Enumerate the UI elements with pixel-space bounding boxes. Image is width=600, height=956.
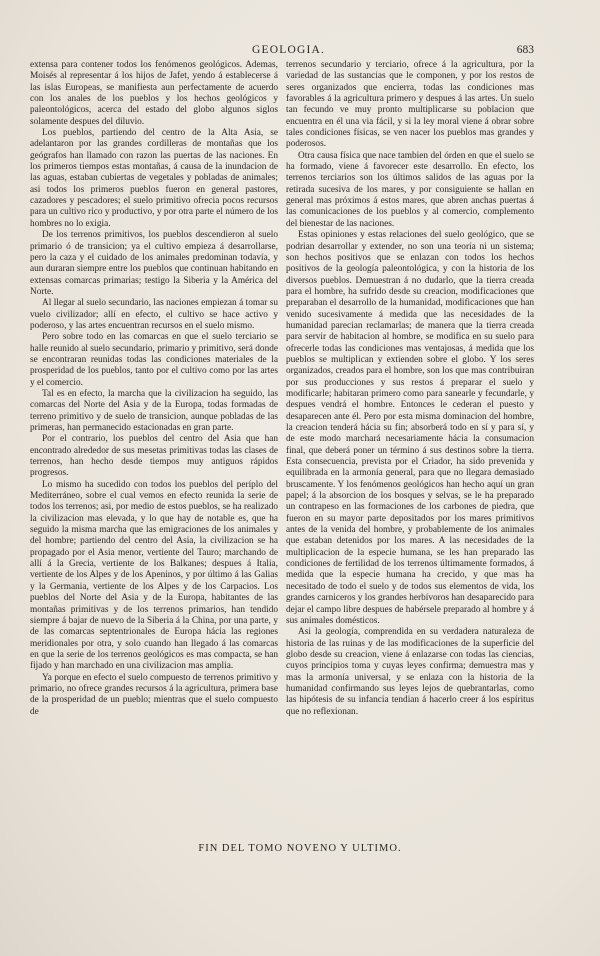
paragraph: Por el contrario, los pueblos del centro del Asia que han encontrado alrededor de sus mesetas primitivas todas las clases de terrenos, han hecho desde tiempos muy antiguos rápidos progresos. [30,434,278,479]
right-column [286,60,534,718]
paragraph: Otra causa física que nace tambien del órden en que el suelo se ha formado, viene á favorecer este desarrollo. En efecto, los terrenos terciarios son los últimos salidos de las aguas por la retirada sucesiva de los mares, y por consiguiente se hallan en general mas próximos á estos mares, que abren anchas puertas á las comunicaciones de los pueblos y al comercio, complemento del bienestar de las naciones. [286,150,534,229]
paragraph: terrenos secundario y terciario, ofrece á la agricultura, por la variedad de las sustancias que le componen, y por los restos de seres organizados que encierra, todas las condiciones mas favorables á la agricultura primero y despues á las artes. Un suelo tan fecundo ve muy pronto multiplicarse su poblacion que encuentra en él una via fácil, y si la ley moral viene á obrar sobre tales condiciones físicas, se ven nacer los pueblos mas grandes y poderosos. [286,60,534,150]
paragraph: extensa para contener todos los fenómenos geológicos. Ademas, Moisés al representar á los hijos de Jafet, yendo á establecerse á las islas Europeas, se manifiesta aun perfectamente de acuerdo con los anales de los pueblos y los hechos geológicos y paleontológicos, acerca del estado del globo algunos siglos solamente despues del diluvio. [30,60,278,127]
running-title: GEOLOGIA. [252,44,326,56]
page-number: 683 [516,44,534,56]
paragraph: Los pueblos, partiendo del centro de la Alta Asia, se adelantaron por las grandes cordilleras de montañas que los geógrafos han llamado con razon las puertas de las naciones. En los primeros tiempos estas montañas, á causa de la inundacion de las aguas, estaban cubiertas de vegetales y pobladas de animales; asi todos los primeros pueblos fueron en general pastores, cazadores y pescadores; el suelo primitivo ofrecia pocos recursos para un cultivo rico y productivo, y por otra parte el número de los hombres no lo exigia. [30,128,278,229]
left-column [30,60,278,718]
end-of-volume-note: FIN DEL TOMO NOVENO Y ULTIMO. [198,843,402,854]
paragraph: Ya porque en efecto el suelo compuesto de terrenos primitivo y primario, no ofrece grandes recursos á la agricultura, primera base de la prosperidad de un pueblo; mientras que el suelo compuesto de [30,672,278,717]
paragraph: De los terrenos primitivos, los pueblos descendieron al suelo primario ó de transicion; ya el cultivo empieza á desarrollarse, pero la caza y el cuidado de los animales predominan todavía, y aun duraran siempre entre los pueblos que continuan habitando en extensas comarcas primarias; testigo la Siberia y la América del Norte. [30,230,278,297]
paragraph: Estas opiniones y estas relaciones del suelo geológico, que se podrian desarrollar y extender, no son una teoría ni un sistema; son hechos positivos que se enlazan con todos los hechos positivos de la geología paleontológica, y con la historia de los diversos pueblos. Demuestran á no dudarlo, que la tierra creada para el hombre, ha sufrido desde su creacion, modificaciones que preparaban el desarrollo de la humanidad, modificaciones que han venido sucesivamente á medida que las necesidades de la humanidad parecian reclamarlas; de manera que la tierra creada para servir de habitacion al hombre, se modifica en su suelo para ofrecerle todas las condiciones mas ventajosas, á medida que los pueblos se multiplican y extienden sobre el globo. Y los seres organizados, creados para el hombre, son los que mas contribuiran por sus producciones y sus restos á preparar el suelo y modificarle; habitaran primero como para sanearle y fecundarle, y despues vendrá el hombre. Entonces le cederan el puesto y desaparecen ante él. Pero por esta misma dominacion del hombre, la creacion tenderá hácia su fin; absorberá todo en sí y para sí, y de este modo marchará necesariamente hácia la consumacion final, que deberá poner un término á sus destinos sobre la tierra. Esta consecuencia, prevista por el Criador, ha sido prevenida y equilibrada en la armonía general, para que no llegara demasiado bruscamente. Y los fenómenos geológicos han hecho aquí un gran papel; á la absorcion de los bosques y selvas, se le ha preparado un contrapeso en las formaciones de los carbones de piedra, que fueron en su mayor parte depositados por los mares primitivos antes de la venida del hombre, y probablemente de los animales que estaban detenidos por los mares. A las necesidades de la multiplicacion de la especie humana, se les han preparado las condiciones de fertilidad de los terrenos últimamente formados, á medida que la especie humana ha crecido, y que mas ha necesitado de todo el suelo y de todos sus elementos de vida, los grandes carniceros y los grandes herbívoros han desaparecido para dejar el campo libre despues de habérsele preparado al hombre y á sus animales domésticos. [286,230,534,626]
paragraph: Al llegar al suelo secundario, las naciones empiezan á tomar su vuelo civilizador; allí en efecto, el cultivo se hace activo y poderoso, y las artes encuentran recursos en el suelo mismo. [30,298,278,331]
paragraph: Asi la geología, comprendida en su verdadera naturaleza de historia de las ruinas y de las modificaciones de la superficie del globo desde su creacion, viene á enlazarse con todas las ciencias, cuyos principios toma y cuyas leyes confirma; demuestra mas y mas la armonía universal, y se enlaza con la historia de la humanidad confirmando sus leyes lejos de quebrantarlas, como las hipótesis de su infancia tendian á hacerlo creer á los espíritus que no reflexionan. [286,627,534,717]
paragraph: Lo mismo ha sucedido con todos los pueblos del períplo del Mediterráneo, sobre el cual vemos en efecto reunida la serie de todos los terrenos; asi, por medio de estos pueblos, se ha realizado la civilizacion mas elevada, y lo que hay de notable es, que ha seguido la misma marcha que las emigraciones de los animales y del hombre; partiendo del centro del Asia, la civilizacion se ha propagado por el Asia menor, vertiente del Tauro; marchando de allí á la Grecia, vertiente de los Balkanes; despues á Italia, vertiente de los Alpes y de los Apeninos, y por último á las Galias y la Germania, vertiente de los Alpes y de los Carpacios. Los pueblos del Norte del Asia y de la Europa, habitantes de las montañas primitivas y de los terrenos primarios, han tendido siempre á bajar de nuevo de la Siberia á la China, por una parte, y de las comarcas septentrionales de Europa hácia las regiones meridionales por otra, y solo cuando han llegado á las comarcas en que la serie de los terrenos geológicos es mas compacta, se han fijado y han marchado en una civilizacion mas amplia. [30,479,278,672]
paragraph: Pero sobre todo en las comarcas en que el suelo terciario se halle reunido al suelo secundario, primario y primitivo, será donde se encontraran reunidas todas las condiciones materiales de la prosperidad de los pueblos, tanto por el cultivo como por las artes y el comercio. [30,332,278,388]
paragraph: Tal es en efecto, la marcha que la civilizacion ha seguido, las comarcas del Norte del Asia y de la Europa, todas formadas de terreno primitivo y de suelo de transicion, aunque pobladas de las primeras, han permanecido estacionadas en gran parte. [30,388,278,433]
running-header [0,44,600,58]
